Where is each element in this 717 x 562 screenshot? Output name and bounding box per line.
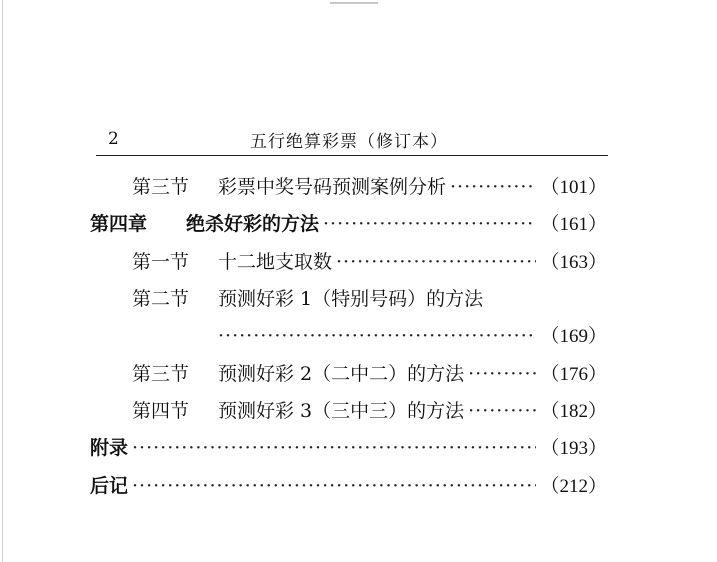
toc-page-number: （212） — [540, 476, 607, 497]
toc-entry-chapter[interactable] — [90, 209, 607, 239]
toc-entry-continuation[interactable] — [218, 321, 607, 351]
toc-afterword-title: 后记 — [90, 475, 129, 497]
toc-page-number: （193） — [540, 438, 607, 459]
toc-section-title: 预测好彩 1（特别号码）的方法 — [218, 288, 484, 310]
toc-entry-label — [132, 284, 483, 311]
toc-entry-appendix[interactable] — [90, 433, 607, 463]
toc-entry-section[interactable] — [132, 247, 607, 277]
toc-page-number: （101） — [540, 177, 607, 198]
toc-entry-section[interactable] — [132, 172, 607, 202]
toc-section-title: 十二地支取数 — [218, 251, 333, 273]
toc-appendix-title: 附录 — [90, 437, 129, 459]
toc-entry-label — [132, 247, 332, 274]
toc-page-number: （182） — [540, 401, 607, 422]
dot-leader — [450, 176, 536, 198]
dot-leader — [336, 251, 536, 273]
running-title: 五行绝算彩票（修订本） — [250, 132, 448, 152]
toc-chapter-number: 第四章 — [90, 213, 148, 235]
toc-section-number: 第一节 — [132, 251, 190, 273]
toc-section-title: 预测好彩 2（二中二）的方法 — [218, 363, 465, 385]
dot-leader — [468, 363, 536, 385]
toc-entry-afterword[interactable] — [90, 471, 607, 501]
dot-leader — [132, 475, 536, 497]
toc-section-number: 第三节 — [132, 176, 190, 198]
toc-entry-label — [132, 359, 464, 386]
toc-section-number: 第三节 — [132, 363, 190, 385]
toc-section-title: 预测好彩 3（三中三）的方法 — [218, 400, 465, 422]
toc-section-number: 第二节 — [132, 288, 190, 310]
toc-page-number: （163） — [540, 252, 607, 273]
toc-section-title: 彩票中奖号码预测案例分析 — [218, 176, 447, 198]
dot-leader — [468, 400, 536, 422]
toc-section-number: 第四节 — [132, 400, 190, 422]
toc-entry-section[interactable] — [132, 396, 607, 426]
dot-leader — [132, 437, 536, 459]
toc-entry-label — [132, 172, 446, 199]
toc-page-number: （176） — [540, 364, 607, 385]
toc-page-number: （161） — [540, 214, 607, 235]
dot-leader — [218, 325, 536, 347]
toc-entry-section[interactable] — [132, 284, 607, 314]
dot-leader — [323, 213, 536, 235]
toc-entry-label — [132, 396, 464, 423]
toc-entry-section[interactable] — [132, 359, 607, 389]
toc-entry-label — [90, 209, 319, 236]
toc-page-number: （169） — [540, 326, 607, 347]
page-number: 2 — [108, 129, 119, 149]
toc-chapter-title: 绝杀好彩的方法 — [186, 213, 320, 235]
